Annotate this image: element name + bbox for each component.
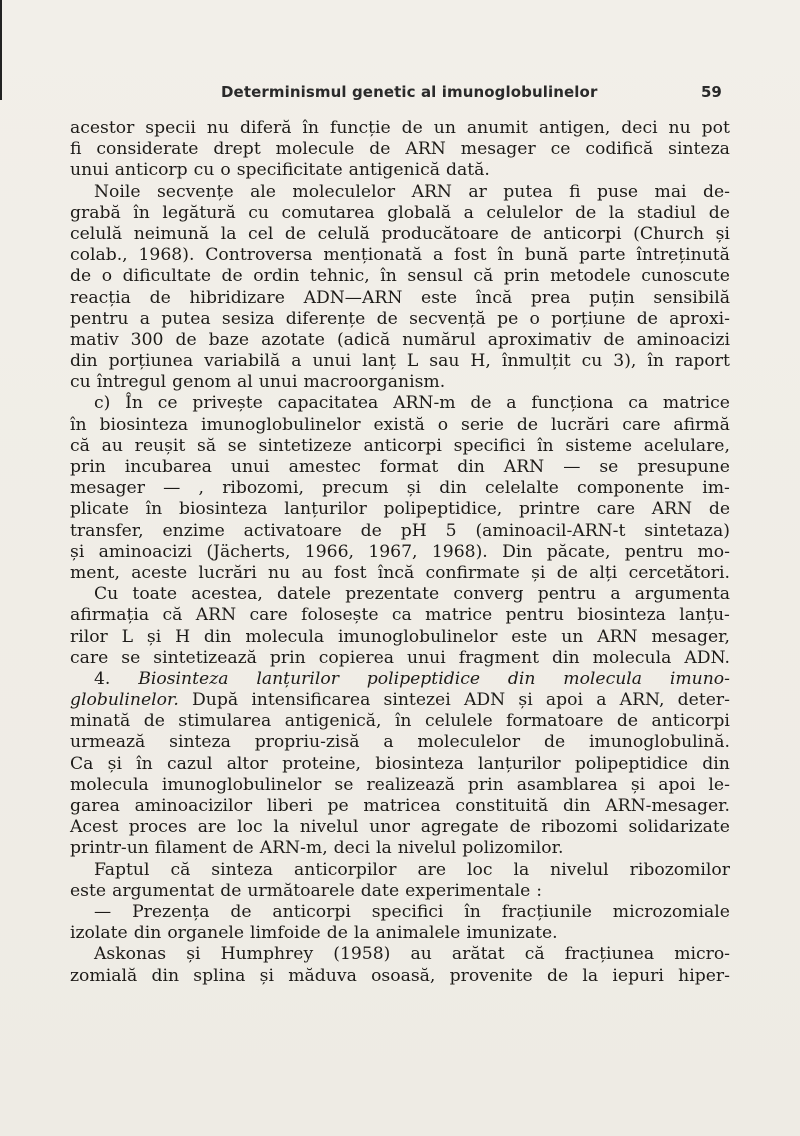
text-line: unui anticorp cu o specificitate antigenică dată. xyxy=(70,160,490,181)
text-line: printr-un filament de ARN-m, deci la nivelul polizomilor. xyxy=(70,838,564,859)
text-line: 4. Biosinteza lanțurilor polipeptidice din molecula imuno- xyxy=(94,668,730,689)
page-number: 59 xyxy=(701,83,722,101)
running-header-title: Determinismul genetic al imunoglobulinelor xyxy=(221,83,598,101)
text-line: c) În ce privește capacitatea ARN-m de a funcționa ca matrice xyxy=(94,393,730,414)
text-line: izolate din organele limfoide de la animalele imunizate. xyxy=(70,923,558,944)
text-line: grabă în legătură cu comutarea globală a celulelor de la stadiul de xyxy=(70,202,730,223)
text-line: Acest proces are loc la nivelul unor agregate de ribozomi solidarizate xyxy=(70,817,730,838)
text-line: că au reușit să se sintetizeze anticorpi specifici în sisteme acelulare, xyxy=(70,435,730,456)
text-line: Faptul că sinteza anticorpilor are loc la nivelul ribozomilor xyxy=(94,859,730,880)
text-line: prin incubarea unui amestec format din ARN — se presupune xyxy=(70,457,730,477)
text-line: pentru a putea sesiza diferențe de secvență pe o porțiune de aproxi- xyxy=(70,308,730,329)
text-line: care se sintetizează prin copierea unui fragment din molecula ADN. xyxy=(70,647,730,668)
text-line: Askonas și Humphrey (1958) au arătat că fracțiunea micro- xyxy=(94,944,730,965)
text-line: afirmația că ARN care folosește ca matrice pentru biosinteza lanțu- xyxy=(70,605,730,626)
text-line: este argumentat de următoarele date experimentale : xyxy=(70,880,543,901)
text-line: celulă neimună la cel de celulă producătoare de anticorpi (Church și xyxy=(70,223,730,244)
text-line: în biosinteza imunoglobulinelor există o serie de lucrări care afirmă xyxy=(70,414,730,435)
running-header xyxy=(0,78,800,104)
text-line: globulinelor. După intensificarea sintezei ADN și apoi a ARN, deter- xyxy=(70,690,730,711)
text-line: Cu toate acestea, datele prezentate converg pentru a argumenta xyxy=(94,584,730,605)
text-line: din porțiunea variabilă a unui lanț L sau H, înmulțit cu 3), în raport xyxy=(70,351,730,372)
text-line: colab., 1968). Controversa menționată a fost în bună parte întreținută xyxy=(70,245,730,266)
text-line: fi considerate drept molecule de ARN mesager ce codifică sinteza xyxy=(70,139,730,160)
text-line: garea aminoacizilor liberi pe matricea constituită din ARN-mesager. xyxy=(70,796,730,816)
text-line: plicate în biosinteza lanțurilor polipeptidice, printre care ARN de xyxy=(70,499,730,520)
text-line: molecula imunoglobulinelor se realizează prin asamblarea și apoi le- xyxy=(70,774,730,795)
text-line: mesager — , ribozomi, precum și din celelalte componente im- xyxy=(70,478,730,499)
text-line: rilor L și H din molecula imunoglobulinelor este un ARN mesager, xyxy=(70,626,730,647)
text-line: ment, aceste lucrări nu au fost încă confirmate și de alți cercetători. xyxy=(70,562,730,583)
text-line: reacția de hibridizare ADN—ARN este încă prea puțin sensibilă xyxy=(70,287,730,308)
body-text xyxy=(70,118,730,987)
text-line: Noile secvențe ale moleculelor ARN ar putea fi puse mai de- xyxy=(94,181,730,202)
text-line: minată de stimularea antigenică, în celulele formatoare de anticorpi xyxy=(70,711,730,732)
text-line: zomială din splina și măduva osoasă, provenite de la iepuri hiper- xyxy=(70,965,730,986)
text-line: și aminoacizi (Jächerts, 1966, 1967, 1968). Din păcate, pentru mo- xyxy=(70,541,730,562)
text-line: — Prezența de anticorpi specifici în fracțiunile microzomiale xyxy=(94,901,730,922)
text-line: transfer, enzime activatoare de pH 5 (aminoacil-ARN-t sintetaza) xyxy=(70,520,730,541)
text-line: Ca și în cazul altor proteine, biosinteza lanțurilor polipeptidice din xyxy=(70,753,730,774)
text-line: urmează sinteza propriu-zisă a moleculelor de imunoglobulină. xyxy=(70,732,730,753)
text-line: mativ 300 de baze azotate (adică numărul aproximativ de aminoacizi xyxy=(70,329,730,350)
text-line: de o dificultate de ordin tehnic, în sensul că prin metodele cunoscute xyxy=(70,266,730,287)
text-line: acestor specii nu diferă în funcție de un anumit antigen, deci nu pot xyxy=(70,118,730,138)
text-line: cu întregul genom al unui macroorganism. xyxy=(70,372,446,393)
